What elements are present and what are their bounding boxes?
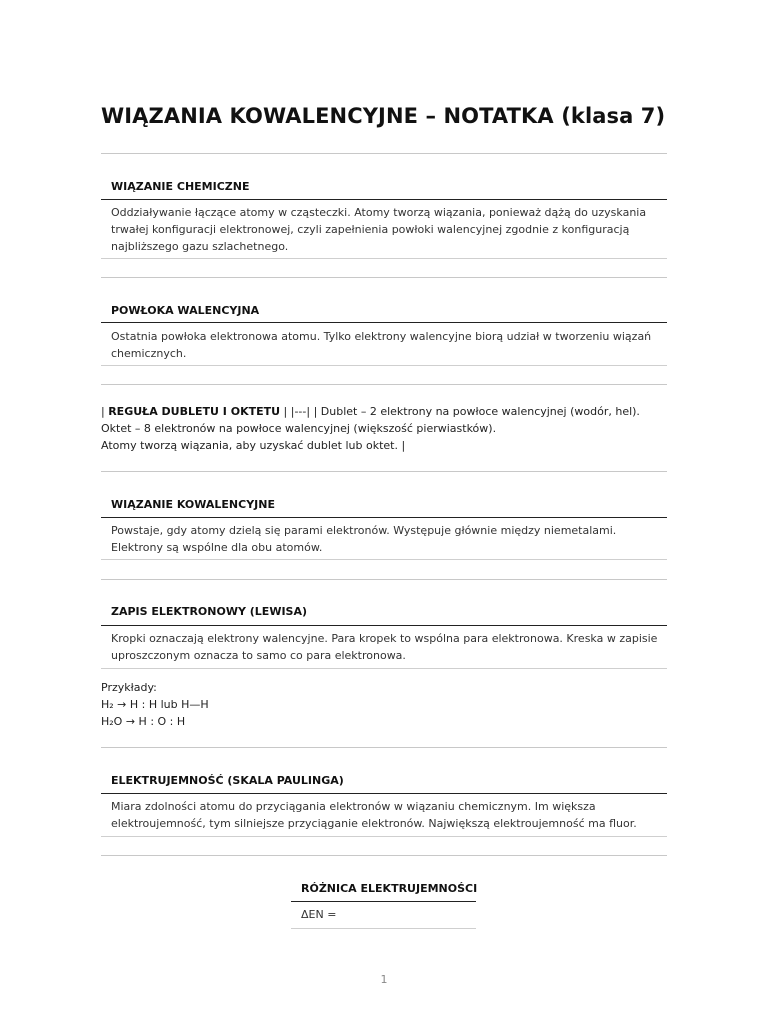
- divider: [101, 277, 667, 278]
- section-body-electronegativity: Miara zdolności atomu do przyciągania elektronów w wiązaniu chemicznym. Im większa elektroujemność, tym silniejsze przyciąganie elektronów. Największą elektroujemność ma fluor.: [111, 800, 637, 830]
- en-difference-rule: [291, 901, 476, 902]
- section-body-lewis-notation: Kropki oznaczają elektrony walencyjne. Para kropek to wspólna para elektronowa. Kreska w zapisie uproszczonym oznacza to samo co para elektronowa.: [111, 632, 658, 662]
- section-body-valence-shell: Ostatnia powłoka elektronowa atomu. Tylko elektrony walencyjne biorą udział w tworzeniu wiązań chemicznych.: [111, 330, 652, 360]
- divider: [101, 384, 667, 385]
- section-body-chemical-bond: Oddziaływanie łączące atomy w cząsteczki. Atomy tworzą wiązania, ponieważ dążą do uzyskania trwałej konfiguracji elektronowej, czyli zapełnienia powłoki walencyjnej zgodnie z konfiguracją najbliższego gazu szlachetnego.: [111, 206, 647, 253]
- section-rule: [101, 625, 667, 626]
- section-rule: [101, 517, 667, 518]
- section-rule: [101, 793, 667, 794]
- section-rule: [101, 836, 667, 837]
- section-rule: [101, 258, 667, 259]
- section-rule: [101, 559, 667, 560]
- section-rule: [101, 365, 667, 366]
- section-heading-chemical-bond: WIĄZANIE CHEMICZNE: [111, 180, 250, 193]
- duplet-octet-rule-block: [101, 403, 667, 454]
- section-body-covalent-bond: Powstaje, gdy atomy dzielą się parami elektronów. Występuje głównie między niemetalami. Elektrony są wspólne dla obu atomów.: [111, 524, 617, 554]
- divider: [101, 153, 667, 154]
- rule-block-line-2: Oktet – 8 elektronów na powłoce walencyjnej (większość pierwiastków).: [101, 422, 497, 435]
- examples-label: Przykłady:: [101, 681, 157, 694]
- section-heading-lewis-notation: ZAPIS ELEKTRONOWY (LEWISA): [111, 605, 308, 618]
- divider: [101, 855, 667, 856]
- section-rule: [101, 668, 667, 669]
- rule-block-heading: REGUŁA DUBLETU I OKTETU: [108, 405, 281, 418]
- section-heading-covalent-bond: WIĄZANIE KOWALENCYJNE: [111, 498, 275, 511]
- rule-block-line-3: Atomy tworzą wiązania, aby uzyskać dublet lub oktet. |: [101, 439, 406, 452]
- divider: [101, 471, 667, 472]
- section-rule: [101, 322, 667, 323]
- rule-block-open: |: [101, 405, 109, 418]
- rule-block-line-1: | |---| | Dublet – 2 elektrony na powłoce walencyjnej (wodór, hel).: [280, 405, 640, 418]
- examples-block: [101, 679, 667, 730]
- section-heading-valence-shell: POWŁOKA WALENCYJNA: [111, 304, 260, 317]
- section-heading-electronegativity: ELEKTRUJEMNOŚĆ (SKALA PAULINGA): [111, 774, 344, 787]
- en-difference-rule-bottom: [291, 928, 476, 929]
- divider: [101, 579, 667, 580]
- example-h2o: H₂O → H : O : H: [101, 715, 186, 728]
- en-difference-heading: RÓŻNICA ELEKTRUJEMNOŚCI: [301, 882, 478, 895]
- page-title: WIĄZANIA KOWALENCYJNE – NOTATKA (klasa 7): [101, 104, 666, 128]
- example-h2: H₂ → H : H lub H—H: [101, 698, 209, 711]
- divider: [101, 747, 667, 748]
- en-difference-value: ΔEN =: [301, 908, 337, 921]
- section-rule: [101, 199, 667, 200]
- page-number: 1: [380, 973, 388, 986]
